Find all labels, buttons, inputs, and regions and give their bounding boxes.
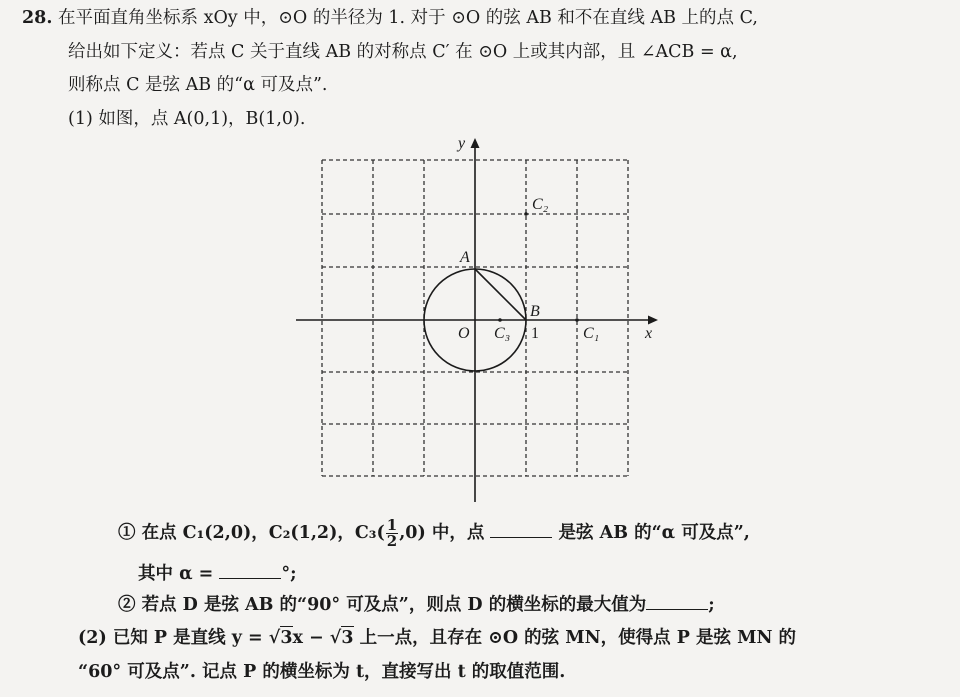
part2-line-1: (2) 已知 P 是直线 y = √3x − √3 上一点，且存在 ⊙O 的弦 MN，使得点 P 是弦 MN 的 (78, 628, 797, 648)
q2-mark: ② (118, 595, 136, 615)
point-b-label: B (530, 303, 540, 320)
origin-label: O (458, 325, 470, 342)
q1-text-post: ,0) 中，点 (399, 523, 485, 543)
point-c1 (575, 318, 579, 322)
point-c1-label: C₁ (583, 325, 600, 342)
y-axis-label: y (458, 135, 466, 152)
problem-line-2: 给出如下定义：若点 C 关于直线 AB 的对称点 C′ 在 ⊙O 上或其内部，且 ∠ACB = α, (68, 42, 738, 62)
q2-text: 若点 D 是弦 AB 的“90° 可及点”，则点 D 的横坐标的最大值为 (141, 595, 647, 615)
sqrt-three-2: 3 (341, 628, 354, 648)
q2-line (118, 591, 715, 617)
q2-answer-blank[interactable] (646, 591, 708, 610)
q1-text-tail: 是弦 AB 的“α 可及点”, (558, 523, 750, 543)
q1-answer-blank-alpha[interactable] (219, 560, 281, 579)
q1-answer-blank-point[interactable] (490, 519, 552, 538)
tick-one-label: 1 (531, 325, 539, 342)
q1-text-pre: 在点 C₁(2,0)，C₂(1,2)，C₃( (141, 523, 385, 543)
point-c3-label: C₃ (494, 325, 511, 342)
q1-line-2 (138, 560, 297, 586)
fraction-numerator: 1 (386, 516, 398, 534)
point-c2-label: C₂ (532, 196, 549, 213)
problem-text-1: 在平面直角坐标系 xOy 中，⊙O 的半径为 1. 对于 ⊙O 的弦 AB 和不在直线 AB 上的点 C, (58, 8, 758, 28)
part2-pre: (2) 已知 P 是直线 y = (78, 628, 263, 648)
point-c3 (498, 318, 502, 322)
fraction-one-half (386, 518, 398, 549)
q2-tail: ; (708, 595, 715, 615)
part1-intro: (1) 如图，点 A(0,1)，B(1,0). (68, 109, 306, 129)
x-axis-label: x (645, 325, 653, 342)
part2-post: 上一点，且存在 ⊙O 的弦 MN，使得点 P 是弦 MN 的 (359, 628, 797, 648)
x-axis-arrow (648, 316, 658, 325)
sqrt-three-1: 3 (280, 628, 293, 648)
point-c2 (524, 212, 528, 216)
q1-line2-post: °; (281, 564, 297, 584)
q1-line-1 (118, 518, 750, 549)
fraction-denominator: 2 (386, 532, 398, 550)
part2-mid: x − (292, 628, 324, 648)
q1-mark: ① (118, 523, 136, 543)
y-axis-arrow (471, 138, 480, 148)
part2-line-2: “60° 可及点”. 记点 P 的横坐标为 t，直接写出 t 的取值范围. (78, 662, 566, 682)
problem-line-3: 则称点 C 是弦 AB 的“α 可及点”. (68, 75, 328, 95)
q1-line2-pre: 其中 α = (138, 564, 214, 584)
point-a-label: A (460, 249, 470, 266)
problem-number: 28. (22, 8, 53, 28)
